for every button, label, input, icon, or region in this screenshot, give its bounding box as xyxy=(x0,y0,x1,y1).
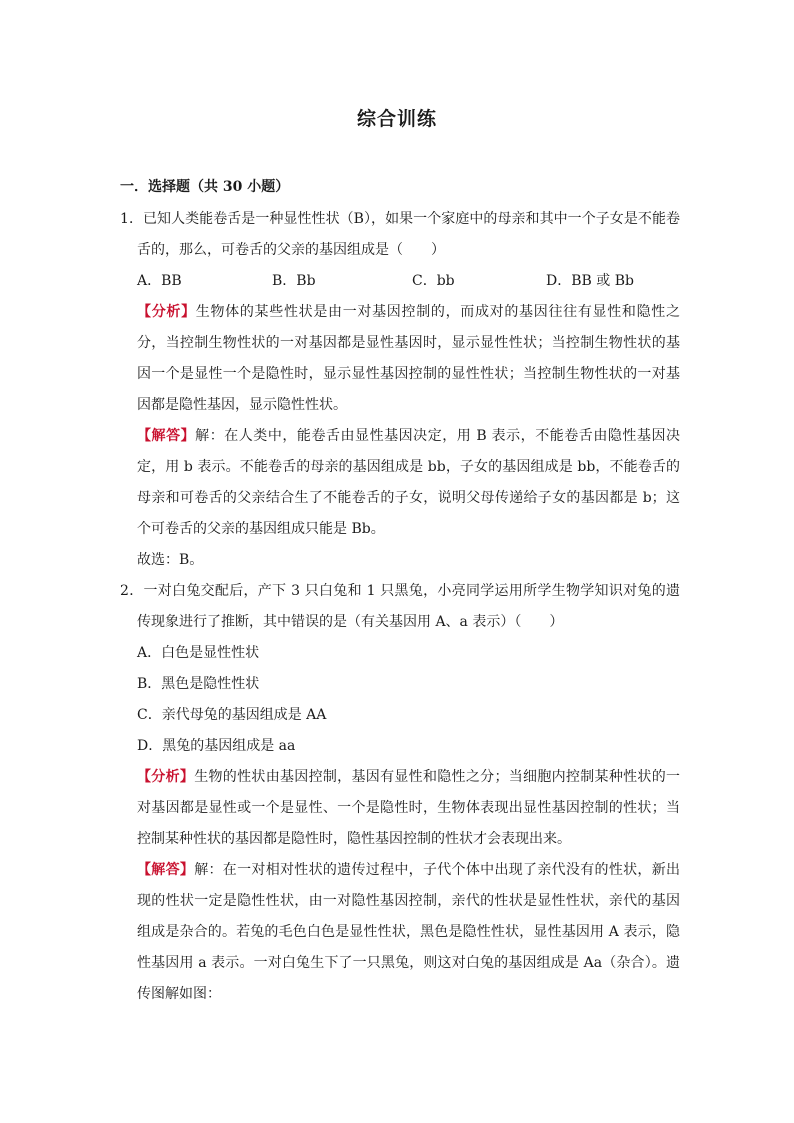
question-1-option-a: A．BB xyxy=(137,273,182,289)
question-1-stem: 1．已知人类能卷舌是一种显性性状（B），如果一个家庭中的母亲和其中一个子女是不能卷舌的，那么，可卷舌的父亲的基因组成是（ ） xyxy=(120,211,680,258)
analysis-text: 生物的性状由基因控制，基因有显性和隐性之分；当细胞内控制某种性状的一对基因都是显性或一个是显性、一个是隐性时，生物体表现出显性基因控制的性状；当控制某种性状的基因都是隐性时，隐性基因控制的性状才会表现出来。 xyxy=(137,769,681,847)
solution-tag: 【解答】 xyxy=(137,428,196,444)
question-1-analysis xyxy=(120,297,680,421)
question-1-option-d: D．BB 或 Bb xyxy=(546,273,634,289)
question-2-solution xyxy=(120,855,680,1010)
question-2-option-a: A．白色是显性性状 xyxy=(137,645,260,661)
question-2-option-b: B．黑色是隐性性状 xyxy=(137,676,260,692)
question-2-option-c: C．亲代母兔的基因组成是 AA xyxy=(137,707,327,723)
solution-text: 解：在人类中，能卷舌由显性基因决定，用 B 表示，不能卷舌由隐性基因决定，用 b 表示。不能卷舌的母亲的基因组成是 bb，子女的基因组成是 bb，不能卷舌的母亲和可卷舌的父亲结合生了不能卷舌的子女，说明父母传递给子女的基因都是 b；这个可卷舌的父亲的基因组成只能是 Bb。 xyxy=(137,428,681,537)
question-1-option-b: B．Bb xyxy=(272,273,316,289)
question-2-option-d: D．黑兔的基因组成是 aa xyxy=(137,738,296,754)
analysis-text: 生物体的某些性状是由一对基因控制的，而成对的基因往往有显性和隐性之分，当控制生物性状的一对基因都是显性基因时，显示显性性状；当控制生物性状的基因一个是显性一个是隐性时，显示显性基因控制的显性性状；当控制生物性状的一对基因都是隐性基因，显示隐性性状。 xyxy=(137,304,681,413)
question-2-stem: 2．一对白兔交配后，产下 3 只白兔和 1 只黑兔，小亮同学运用所学生物学知识对兔的遗传现象进行了推断，其中错误的是（有关基因用 A、a 表示）（ ） xyxy=(120,583,680,630)
analysis-tag: 【分析】 xyxy=(137,769,195,785)
question-2-analysis xyxy=(120,762,680,855)
solution-text: 解：在一对相对性状的遗传过程中，子代个体中出现了亲代没有的性状，新出现的性状一定是隐性性状，由一对隐性基因控制，亲代的性状是显性性状，亲代的基因组成是杂合的。若兔的毛色白色是显性性状，黑色是隐性性状，显性基因用 A 表示，隐性基因用 a 表示。一对白兔生下了一只黑兔，则这对白兔的基因组成是 Aa（杂合）。遗传图解如图： xyxy=(137,862,681,1002)
question-1-option-c: C．bb xyxy=(412,273,455,289)
page-title: 综合训练 xyxy=(356,108,437,130)
solution-tag: 【解答】 xyxy=(137,862,195,878)
analysis-tag: 【分析】 xyxy=(137,304,196,320)
question-list xyxy=(120,204,680,1010)
question-1-options xyxy=(120,266,680,297)
question-1-solution xyxy=(120,421,680,545)
question-1-answer: 故选：B。 xyxy=(137,552,204,568)
section-heading: 一．选择题（共 30 小题） xyxy=(120,179,290,195)
